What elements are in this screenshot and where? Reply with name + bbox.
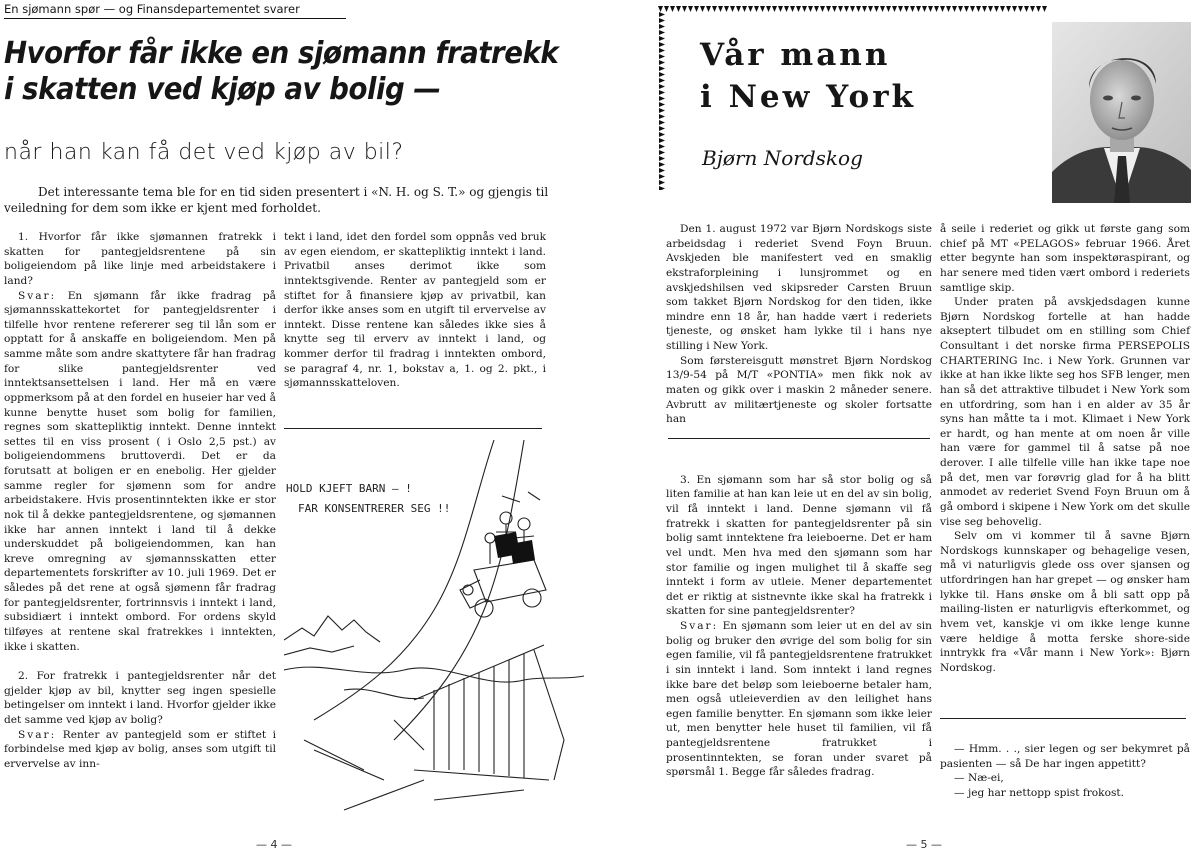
right-column-2 <box>940 222 1190 675</box>
question-3: 3. En sjømann som har så stor bolig og så liten familie at han kan leie ut en del av sin bolig, vil få inntekt i land. Denne sjømann vil få fratrekk i skatten for pantegjeldsrenter på sin bolig samt inntektene fra leieboerne. Det er ham vel undt. Men hva med den sjømann som har stor familie og ingen mulighet til å skaffe seg inntekt i form av utleie. Mener departementet det er riktig at sistnevnte ikke skal ha fratrekk i skatten for sine pantegjeldsrenter? <box>666 473 932 618</box>
answer-3-text: En sjømann som leier ut en del av sin bolig og bruker den øvrige del som bolig for sin egen familie, vil få pantegjeldsrentene fratrukket i sin inntekt i land. Som inntekt i land regnes ikke bare det beløp som leieboerne betaler ham, men også utleieverdien av den leilighet hans egen familie benytter. En sjømann som ikke leier ut, men benytter hele huset til familien, vil få pantegjeldsrentene fratrukket i prosentinntekten, se foran under svaret på spørsmål 1. Begge får således fradrag. <box>666 620 932 779</box>
masthead <box>700 34 916 118</box>
article-paragraph-4: Under praten på avskjedsdagen kunne Bjørn Nordskog fortelle at han hadde akseptert tilbudet om en stilling som Chief Consultant i det norske firma PERSEPOLIS CHARTERING Inc. i New York. Grunnen var ikke at han ikke likte seg hos SFB lenger, men han så det attraktive tilbudet i New York som en utfordring, som han i en alder av 35 år syns han måtte ta i mot. Klimaet i New York er hardt, og han mente at om noen år ville han være for gammel til å satse på noe derover. I alle tilfelle ville han ikke tape noe på det, men var forøvrig glad for å ha blitt anmodet av rederiet Svend Foyn Bruun om å gå ombord i skipene i New York om det skulle vise seg behovelig. <box>940 296 1190 528</box>
continued-answer: tekt i land, idet den fordel som oppnås ved bruk av egen eiendom, er skattepliktig inntekt i land. Privatbil anses derimot ikke som inntektsgivende. Renter av pantegjeld som er stiftet for å finansiere kjøp av privatbil, kan derfor ikke anses som en utgift til ervervelse av inntekt. Disse rentene kan således ikke sies å knytte seg til erverv av inntekt i land, og kommer derfor til fradrag i inntekten ombord, se paragraf 4, nr. 1, bokstav a, 1. og 2. pkt., i sjømannsskatteloven. <box>284 231 546 390</box>
author-byline: Bjørn Nordskog <box>702 146 863 170</box>
headline <box>4 36 559 108</box>
left-column-1 <box>4 230 276 772</box>
answer-2-text: Renter av pantegjeld som er stiftet i forbindelse med kjøp av bolig, anses som utgift til ervervelse av inn- <box>4 728 277 770</box>
joke-line-1: — Hmm. . ., sier legen og ser bekymret på pasienten — så De har ingen appetitt? <box>940 743 1190 770</box>
page-number-right: — 5 — <box>906 838 942 851</box>
cartoon-drawing <box>284 440 584 820</box>
right-column-1 <box>666 222 932 780</box>
headline-line-2: i skatten ved kjøp av bolig — <box>4 72 441 107</box>
right-page <box>600 0 1200 857</box>
masthead-line-1: Vår mann <box>700 37 891 73</box>
answer-3 <box>666 619 932 780</box>
joke-box <box>940 742 1190 801</box>
answer-label: Svar: <box>680 620 719 632</box>
question-1: 1. Hvorfor får ikke sjømannen fratrekk i skatten for pantegjeldsrentene på sin boligeiendom på like linje med arbeidstakere i land? <box>4 231 276 287</box>
joke-line-3: — jeg har nettopp spist frokost. <box>954 786 1125 799</box>
kicker: En sjømann spør — og Finansdepartementet svarer <box>4 2 346 19</box>
decorative-border-top <box>658 6 1048 14</box>
masthead-line-2: i New York <box>700 79 917 115</box>
answer-2 <box>4 728 276 772</box>
left-column-2 <box>284 230 546 391</box>
section-divider <box>284 428 542 429</box>
decorative-border-left <box>659 12 667 190</box>
section-divider-joke <box>940 718 1186 719</box>
article-paragraph-3: å seile i rederiet og gikk ut første gang som chief på MT «PELAGOS» februar 1966. Året etter begynte han som inspektøraspirant, og har senere med tiden vært ombord i rederiets samtlige skip. <box>940 223 1190 294</box>
joke-line-2: — Næ-ei, <box>954 772 1004 785</box>
intro-paragraph: Det interessante tema ble for en tid siden presentert i «N. H. og S. T.» og gjengis til veiledning for dem som ikke er kjent med forholdet. <box>4 185 549 215</box>
cartoon-caption-2: FAR KONSENTRERER SEG !! <box>298 502 451 515</box>
question-2: 2. For fratrekk i pantegjeldsrenter når det gjelder kjøp av bil, knytter seg ingen spesielle betingelser om inntekt i land. Hvorfor gjelder ikke det samme ved kjøp av bolig? <box>4 670 276 726</box>
answer-1-text: En sjømann får ikke fradrag på sjømannsskattekortet for pantegjeldsrenter i tilfelle hvor rentene refererer seg til lån som er opptatt for å anskaffe en boligeiendom. Men på samme måte som andre skattytere får han fradrag for slike pantegjeldsrenter ved inntektsansettelsen i land. Her må en være oppmerksom på at den fordel en huseier har ved å kunne benytte huset som bolig for familien, regnes som skattepliktig inntekt. Denne inntekt settes til en viss prosent ( i Oslo 2,5 pst.) av boligeiendommens bruttoverdi. Det er da forutsatt at boligen er en enebolig. Her gjelder samme regler for sjømenn som for andre arbeidstakere. Hvis prosentinntekten ikke er stor nok til å dekke pantegjeldsrentene, og sjømannen ikke har annen inntekt i land til å dekke underskuddet på boligeiendommen, kan han kreve omregning av sjømannsskatten etter departementets forskrifter av 10. juli 1969. Det er således på det rene at også sjømenn får fradrag for pantegjeldsrenter, fortrinnsvis i inntekt i land, subsidiært i inntekt ombord. For ordens skyld tilføyes at rentene skal fratrekkes i inntekten, ikke i skatten. <box>4 289 276 653</box>
headline-line-1: Hvorfor får ikke en sjømann fratrekk <box>4 36 559 71</box>
subheadline: når han kan få det ved kjøp av bil? <box>4 140 404 165</box>
page-number-left: — 4 — <box>256 838 292 851</box>
article-paragraph-5: Selv om vi kommer til å savne Bjørn Nordskogs kunnskaper og behagelige vesen, må vi naturligvis glede oss over sjansen og utfordringen han har grepet — og ønsker ham lykke til. Hans ønske om å bli satt opp på mailing-listen er naturligvis efterkommet, og hvem vet, kanskje vi om ikke lenge kunne være heldige å motta ferske shore-side inntrykk fra «Vår mann i New York»: Bjørn Nordskog. <box>940 530 1190 674</box>
answer-1 <box>4 289 276 655</box>
answer-label: Svar: <box>18 289 57 302</box>
section-divider-right <box>668 438 930 439</box>
answer-label: Svar: <box>18 728 57 741</box>
article-paragraph-1: Den 1. august 1972 var Bjørn Nordskogs siste arbeidsdag i rederiet Svend Foyn Bruun. Avskjeden ble manifestert ved en smaklig ekstraforpleining i lunsjrommet og en avskjedshilsen ved skipsreder Carsten Bruun som takket Bjørn Nordskog for den tiden, ikke mindre enn 18 år, han hadde vært i rederiets tjeneste, og ønsket ham lykke til i hans nye stilling i New York. <box>666 223 932 352</box>
cartoon-illustration <box>284 440 584 820</box>
portrait-photo <box>1052 22 1191 203</box>
article-paragraph-2: Som førstereisgutt mønstret Bjørn Nordskog 13/9-54 på M/T «PONTIA» men fikk nok av maten og gikk over i maskin 2 måneder senere. Avbrutt av militærtjeneste og skoler fortsatte han <box>666 354 932 426</box>
cartoon-caption-1: HOLD KJEFT BARN – ! <box>286 482 412 495</box>
